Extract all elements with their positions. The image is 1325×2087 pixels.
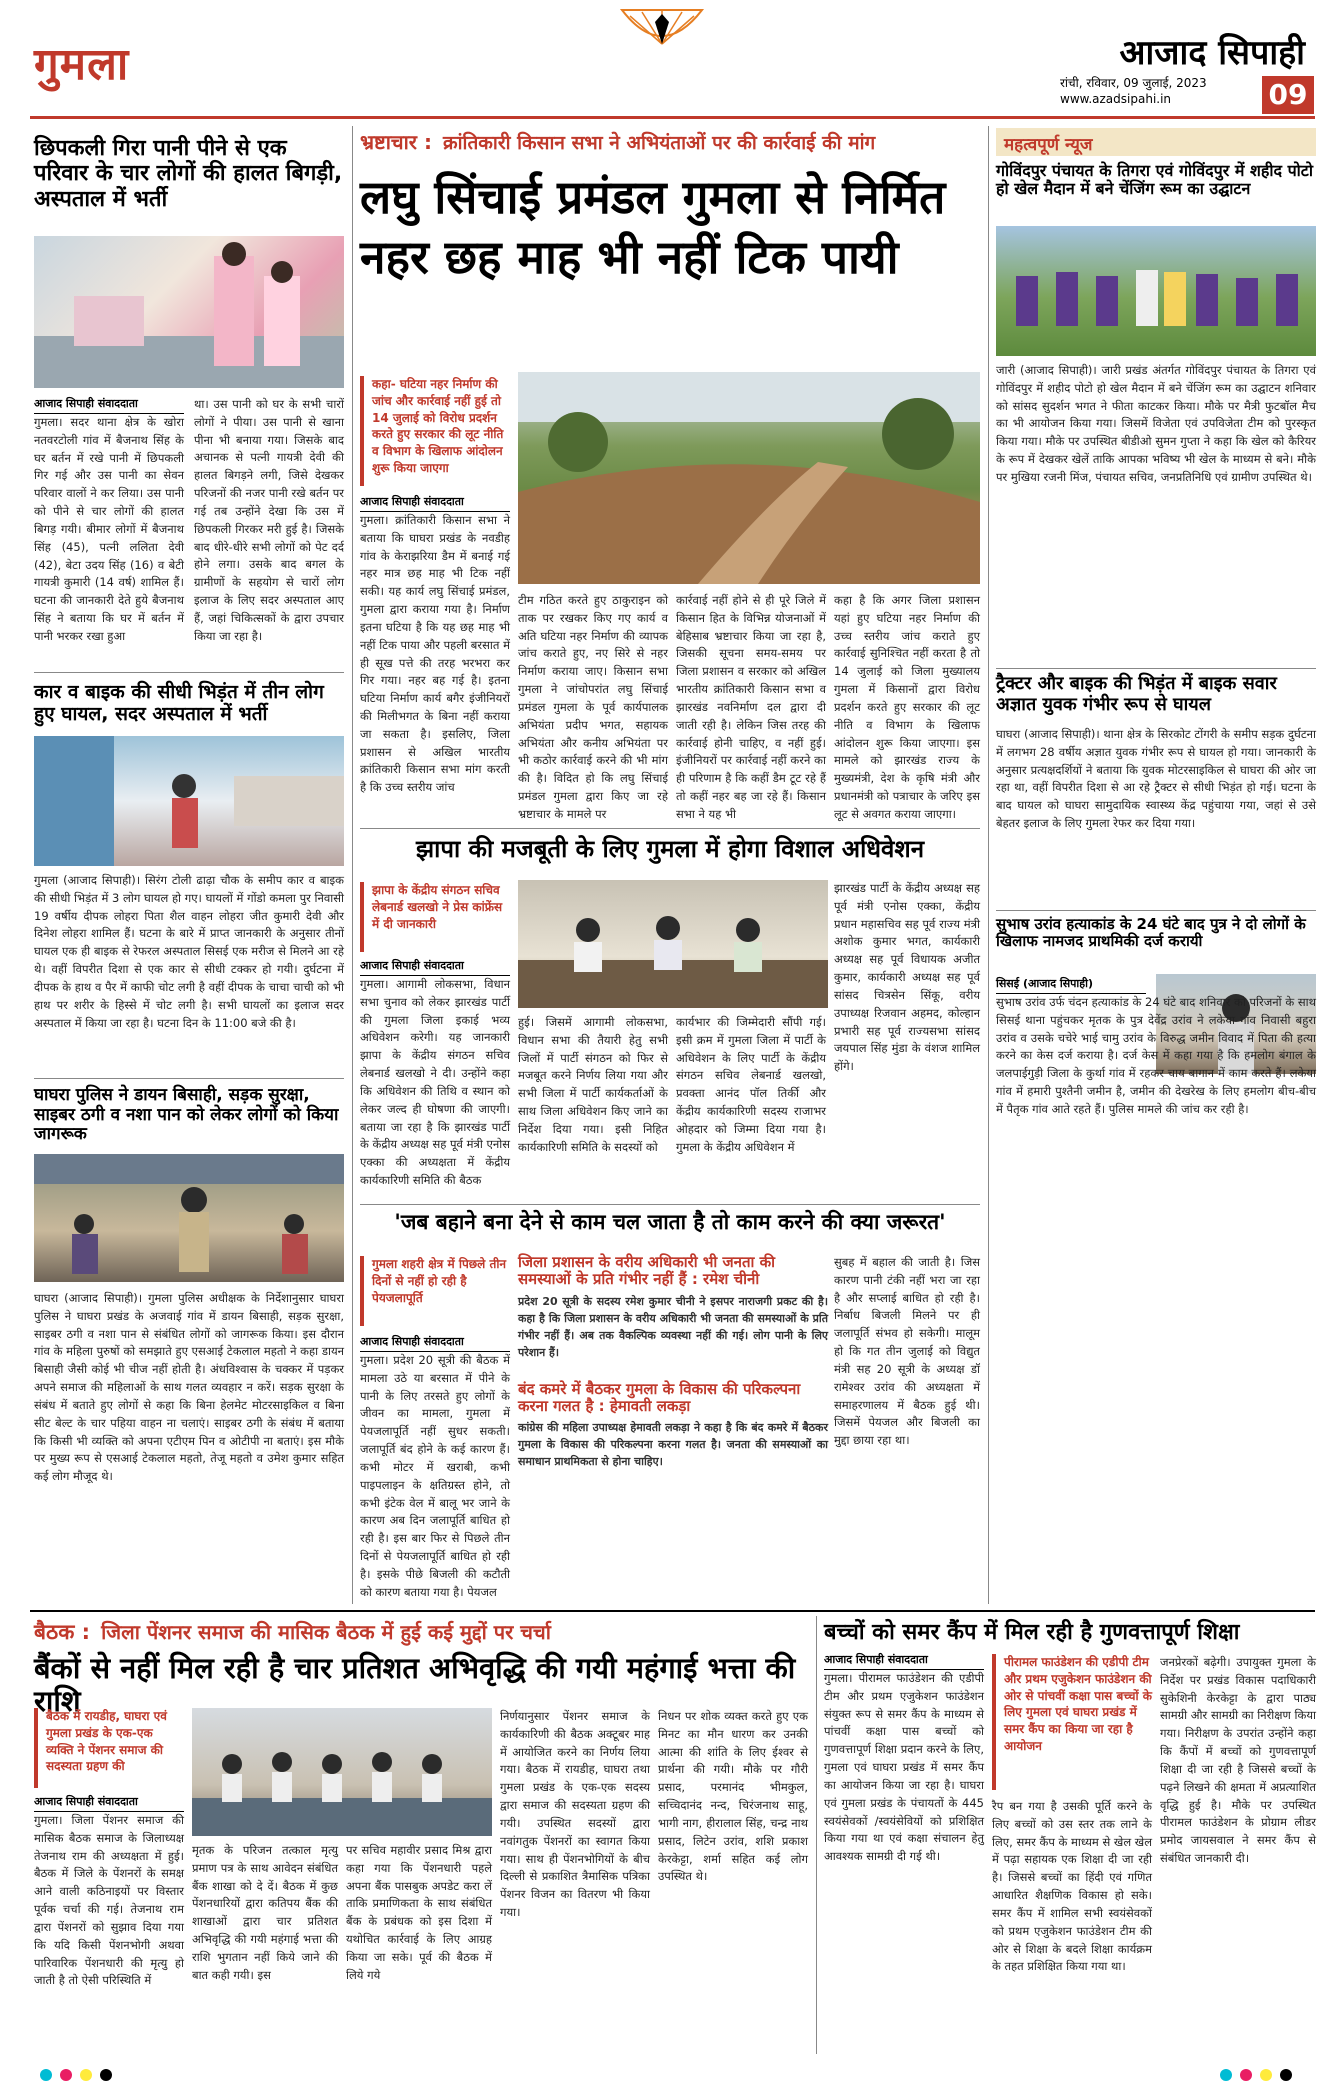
pension-photo-meeting [192,1708,492,1836]
website: www.azadsipahi.in [1060,92,1172,106]
bahane-body: गुमला। प्रदेश 20 सूत्री की बैठक में मामला उठे या बरसात में पीने के पानी के लिए तरसते हुए लोगों के जीवन का मामला, गुमला में पेयजलापूर्ति नहीं सुधर सकती। जलापूर्ति बंद होने के कई कारण हैं। कभी मोटर में खराबी, कभी पाइपलाइन के क्षतिग्रस्त होने, तो कभी इंटेक वेल में बालू भर जाने के कारण अब दिन जलापूर्ति बाधित हो रही है। इस बार फिर से पिछले तीन दिनों से पेयजलापूर्ति बाधित हो रही है। इसके पीछे बिजली की कटौती को कारण बताया गया है। पेयजल [360,1353,510,1599]
page-number: 09 [1262,76,1314,114]
dateline: रांची, रविवार, 09 जुलाई, 2023 [1060,76,1207,90]
bahane-box-body: प्रदेश 20 सूत्री के सदस्य रमेश कुमार चीनी ने इसपर नाराजगी प्रकट की है। कहा है कि जिला प्रशासन के वरीय अधिकारी भी जनता की समस्याओं के प्रति गंभीर नहीं हैं। अब तक वैकल्पिक व्यवस्था नहीं की गई। लोग पानी के लिए परेशान हैं। [518,1294,828,1359]
bahane-box2-title: बंद कमरे में बैठकर गुमला के विकास की परिकल्पना करना गलत है : हेमावती लकड़ा [518,1379,801,1415]
footer-color-marks-right [1220,2066,1320,2080]
pension-deck: जिला पेंशनर समाज की मासिक बैठक में हुई कई मुद्दों पर चर्चा [101,1620,551,1644]
pension-kicker-row [34,1618,794,1648]
section-title: गुमला [34,39,130,90]
bahane-box2-body: कांग्रेस की महिला उपाध्यक्ष हेमावती लकड़ा ने कहा है कि बंद कमरे में बैठकर गुमला के विकास की परिकल्पना करना गलत है। जनता की समस्याओं का समाधान प्राथमिकता से होना चाहिए। [518,1421,828,1469]
summer-pull-text: पीरामल फाउंडेशन की एडीपी टीम और प्रथम एजुकेशन फाउंडेशन की ओर से पांचवीं कक्षा पास बच्चों के लिए गुमला एवं घाघरा प्रखंड में समर कैंप का किया जा रहा है आयोजन [1004,1655,1152,1753]
jmm-col1: गुमला। आगामी लोकसभा, विधान सभा चुनाव को लेकर झारखंड पार्टी की गुमला जिला इकाई भव्य अधिवेशन करेगी। यह जानकारी झापा के केंद्रीय संगठन सचिव लेबनार्ड खलखो ने दी। उन्होंने कहा कि अधिवेशन की तिथि व स्थान को लेकर जल्द ही घोषणा की जाएगी। बताया जा रहा है कि झारखंड पार्टी के केंद्रीय अध्यक्ष सह पूर्व मंत्री एनोस एक्का की अध्यक्षता में केंद्रीय कार्यकारिणी समिति की बैठक [360,977,510,1187]
right-s2-body: घाघरा (आजाद सिपाही)। थाना क्षेत्र के सिरकोट टोंगरी के समीप सड़क दुर्घटना में लगभग 28 वर्षीय अज्ञात युवक गंभीर रूप से घायल हो गया। जानकारी के अनुसार प्रत्यक्षदर्शियों ने बताया कि युवक मोटरसाइकिल से घाघरा की ओर जा रहा था, वहीं विपरीत दिशा से आ रहे ट्रैक्टर से सीधी भिड़ंत हो गई। घटना के बाद घायल को घाघरा सामुदायिक स्वास्थ्य केंद्र पहुंचाया गया, जहां से उसे बेहतर इलाज के लिए गुमला रेफर कर दिया गया। [996,727,1316,831]
right-s3-byline: सिसई (आजाद सिपाही) [996,976,1146,994]
footer-dot [1280,2069,1292,2081]
divider [996,910,1316,911]
jmm-photo-press-conference [518,880,828,1008]
right-s1-body: जारी (आजाद सिपाही)। जारी प्रखंड अंतर्गत गोविंदपुर पंचायत के तिगरा एवं गोविंदपुर में शहीद पोटो हो खेल मैदान में बने चेंजिंग रूम का उद्घाटन शनिवार को सांसद सुदर्शन भगत ने फीता काटकर किया। मौके पर मैत्री फुटबॉल मैच का भी आयोजन किया गया। जिसमें विजेता एवं उपविजेता टीम को पुरस्कृत किया गया। मौके पर उपस्थित बीडीओ सुमन गुप्ता ने कहा कि खेल को कैरियर के रूप में देखकर खेलें ताकि आपका भविष्य भी खेल के माध्यम से बने। मौके पर मुखिया रजनी मिंज, पंचायत सचिव, जनप्रतिनिधि एवं ग्रामीण उपस्थित थे। [996,363,1316,484]
lead-col2: टीम गठित करते हुए ठाकुराइन को ताक पर रखकर किए गए कार्य व अति घटिया नहर निर्माण की व्यापक जांच कराते हुए, नए सिरे से नहर निर्माण कराया जाए। किसान सभा गुमला ने जांचोपरांत लघु सिंचाई प्रमंडल गुमला के पूर्व कार्यपालक अभियंता प्रदीप भगत, सहायक अभियंता और कनीय अभियंता पर भी कठोर कार्रवाई करने की भी मांग की है। विदित हो कि लघु सिंचाई प्रमंडल गुमला द्वारा किए जा रहे भ्रष्टाचार के मामले पर [518,593,668,821]
pension-col3: पर सचिव महावीर प्रसाद मिश्र द्वारा कहा गया कि पेंशनधारी पहले अपना बैंक पासबुक अपडेट करा लें ताकि प्रमाणिकता के साथ संबंधित बैंक के प्रबंधक को इस दिशा में यथोचित कार्रवाई के लिए आग्रह किया जा सके। पूर्व की बैठक में लिये गये [346,1843,492,1982]
jmm-pull-quote [360,882,510,952]
masthead [0,0,1325,118]
jmm-col4: झारखंड पार्टी के केंद्रीय अध्यक्ष सह पूर्व मंत्री एनोस एक्का, केंद्रीय प्रधान महासचिव सह पूर्व राज्य मंत्री अशोक कुमार भगत, कार्यकारी अध्यक्ष सह पूर्व विधायक अजीत कुमार, कार्यकारी अध्यक्ष सह पूर्व सांसद चित्रसेन सिंकू, वरीय उपाध्यक्ष रिजवान अहमद, कोल्हान प्रभारी सह पूर्व राज्यसभा सांसद जयपाल सिंह मुंडा के वंशज शामिल होंगे। [834,881,980,1074]
summer-byline: आजाद सिपाही संवाददाता [824,1652,984,1670]
right-s3-body: सुभाष उरांव उर्फ चंदन हत्याकांड के 24 घंटे बाद शनिवार को परिजनों के साथ सिसई थाना पहुंचकर मृतक के पुत्र देवेंद्र उरांव ने लकेया गांव निवासी बहुरा उरांव व उसके चचेरे भाई चामु उरांव के विरुद्ध जमीन विवाद में पिता की हत्या करने का केस दर्ज कराया है। दर्ज केस में कहा गया है कि हमलोग बंगाल के जलपाईगुड़ी जिला के कुर्था गांव में रहकर चाय बागान में काम करते हैं। लकेया गांव में हमारी पुश्तैनी जमीन है, जमीन की देखरेख के लिए हमलोग बीच-बीच में पैतृक गांव आते रहते हैं। पुलिस मामले की जांच कर रही है। [996,995,1316,1116]
lead-pull-text: कहा- घटिया नहर निर्माण की जांच और कार्रवाई नहीं हुई तो 14 जुलाई को विरोध प्रदर्शन करते हुए सरकार की लूट नीति व विभाग के खिलाफ आंदोलन शुरू किया जाएगा [372,377,504,475]
lead-col1: गुमला। क्रांतिकारी किसान सभा ने बताया कि घाघरा प्रखंड के नवडीह गांव के केराझरिया डैम में बनाई गई नहर मात्र छह माह भी टिक नहीं सकी। यह कार्य लघु सिंचाई प्रमंडल, गुमला द्वारा कराया गया है। निर्माण इतना घटिया है कि यह छह माह भी नहीं टिक पाया और पहली बरसात में ही सूख पत्ते की तरह भरभरा कर गिर गया। नहर बह गई है। इतना घटिया निर्माण कार्य बगैर इंजीनियरों की मिलीभगत के बिना नहीं कराया जा सकता है। इसलिए, जिला प्रशासन से अखिल भारतीय क्रांतिकारी किसान सभा मांग करती है कि उच्च स्तरीय जांच [360,513,510,795]
divider [34,672,344,673]
story2-photo [34,736,344,866]
story2-body: गुमला (आजाद सिपाही)। सिरंग टोली ढाढ़ा चौक के समीप कार व बाइक की सीधी भिड़ंत में 3 लोग घायल हो गए। घायलों में गोंडो कमला पुर निवासी 19 वर्षीय दीपक लोहरा पिता शैल वाहन लोहरा जीत कुमारी देवी और दिनेश लोहरा शामिल हैं। घटना के बारे में प्राप्त जानकारी के अनुसार तीनों घायल एक ही बाइक से रेफरल अस्पताल सिसई एक मरीज से मिलने आ रहे थे। वहीं विपरीत दिशा से एक कार से सीधी टक्कर हो गयी। दुर्घटना में दीपक के हाथ व पैर में काफी चोट लगी है वहीं दीपक के चाचा चाची को भी हाथ पर शरीर के हिस्से में चोट लगी है। सभी घायलों का इलाज सदर अस्पताल में किया जा रहा है। घटना दिन के 11:00 बजे की है। [34,873,344,1030]
pension-headline: बैंकों से नहीं मिल रही है चार प्रतिशत अभिवृद्धि की गयी महंगाई भत्ता की राशि [34,1651,796,1719]
lead-pull-quote [360,376,510,486]
story1-byline: आजाद सिपाही संवाददाता [34,396,184,414]
footer-dot [100,2069,112,2081]
divider [360,828,980,829]
footer-dot [80,2069,92,2081]
bahane-box-title: जिला प्रशासन के वरीय अधिकारी भी जनता की समस्याओं के प्रति गंभीर नहीं हैं : रमेश चीनी [518,1253,776,1289]
lead-kicker-row [360,128,980,158]
lead-kicker: भ्रष्टाचार : [360,130,432,154]
pension-kicker: बैठक : [34,1620,91,1644]
footer-dot [1220,2069,1232,2081]
summer-pull-quote [992,1654,1152,1790]
pension-pull-text: बैठक में रायडीह, घाघरा एवं गुमला प्रखंड के एक-एक व्यक्ति ने पेंशनर समाज की सदस्यता ग्रहण की [46,1709,167,1774]
summer-col2: रैप बन गया है उसकी पूर्ति करने के लिए बच्चों को उस स्तर तक लाने के लिए, समर कैंप के माध्यम से खेल खेल में पढ़ा सहायक एक शिक्षा दी जा रही है। जिससे बच्चों का हिंदी एवं गणित आधारित शैक्षणिक विकास हो सके। समर कैंप में शामिल सभी स्वयंसेवकों को प्रथम एजुकेशन फाउंडेशन टीम की ओर से शिक्षा के बदले शिक्षा कार्यक्रम के तहत प्रशिक्षित किया गया था। [992,1799,1152,1974]
jmm-byline: आजाद सिपाही संवाददाता [360,958,510,976]
pension-col1: गुमला। जिला पेंशनर समाज की मासिक बैठक समाज के जिलाध्यक्ष तेजनाथ राम की अध्यक्षता में हुई। बैठक में जिले के पेंशनरों के समक्ष आने वाली कठिनाइयों पर विस्तार पूर्वक चर्चा की गई। तेजनाथ राम द्वारा पेंशनरों को सुझाव दिया गया कि यदि किसी पेंशनभोगी अथवा पारिवारिक पेंशनधारी की मृत्यु हो जाती है तो ऐसी परिस्थिति में [34,1813,184,1988]
lead-col3: कार्रवाई नहीं होने से ही पूरे जिले में किसान हित के विभिन्न योजनाओं में बेहिसाब भ्रष्टाचार किया जा रहा है, जिसकी सूचना समय-समय पर जिला प्रशासन व सरकार को अखिल भारतीय क्रांतिकारी किसान सभा व झारखंड नवनिर्माण दल द्वारा दी जाती रही है। लेकिन जिस तरह की कार्रवाई होनी चाहिए, व नहीं हुई। इंजीनियरों पर कार्रवाई नहीं करने का ही परिणाम है कि कहीं डैम टूट रहे हैं तो कहीं नहर बह जा रहे हैं। किसान सभा ने यह भी [676,593,826,821]
summer-headline: बच्चों को समर कैंप में मिल रही है गुणवत्तापूर्ण शिक्षा [824,1620,1240,1645]
footer-color-marks [40,2066,160,2080]
jmm-col2: हुई। जिसमें आगामी लोकसभा, विधान सभा की तैयारी हेतु सभी जिलों में पार्टी संगठन को फिर से मजबूत करने निर्णय लिया गया और सभी जिला में पार्टी कार्यकर्ताओं के साथ जिला अधिवेशन किए जाने का निर्देश दिया गया। इसी निहित कार्यकारिणी समिति के सदस्यों को [518,1015,668,1154]
story1-photo [34,236,344,388]
jmm-headline: झापा की मजबूती के लिए गुमला में होगा विशाल अधिवेशन [415,835,925,863]
column-rule [816,1616,817,2054]
jmm-pull-text: झापा के केंद्रीय संगठन सचिव लेबनार्ड खलखो ने प्रेस कांफ्रेंस में दी जानकारी [372,883,503,931]
pension-pull-quote [34,1708,184,1788]
bahane-pull-quote [360,1256,510,1326]
divider [360,1204,980,1205]
summer-col3: जनप्रेरकों बढ़ेगी। उपायुक्त गुमला के निर्देश पर प्रखंड विकास पदाधिकारी सुकेशिनी केरकेट्टा के द्वारा पाठ्य सामग्री और सामग्री का निरीक्षण किया गया। निरीक्षण के उपरांत उन्होंने कहा कि कैंपों में बच्चों को गुणवत्तापूर्ण शिक्षा दी जा रही है जिससे बच्चों के पढ़ने लिखने की क्षमता में अप्रत्याशित वृद्धि हुई है। मौके पर उपस्थित पीरामल फाउंडेशन के प्रोग्राम लीडर प्रमोद जायसवाल ने समर कैंप से संबंधित जानकारी दी। [1160,1655,1316,1865]
story3-headline: घाघरा पुलिस ने डायन बिसाही, सड़क सुरक्षा, साइबर ठगी व नशा पान को लेकर लोगों को किया जागरूक [34,1085,339,1145]
pen-nib-emblem-icon [612,4,712,62]
story1-col2: था। उस पानी को घर के सभी चारों लोगों ने पीया। उस पानी से खाना पीना भी बनाया गया। जिसके बाद अचानक से पत्नी गायत्री देवी की हालत बिगड़ने लगी, जिसे देखकर परिजनों की नजर पानी रखे बर्तन पर गई तब उन्होंने देखा कि उस में छिपकली गिरकर मरी हुई है। जिसके बाद धीरे-धीरे सभी लोगों को पेट दर्द होने लगा। उसके बाद बगल के ग्रामीणों के सहयोग से चारों लोग इलाज के लिए सदर अस्पताल आए हैं, जहां चिकित्सकों के द्वारा उपचार किया जा रहा है। [194,397,344,643]
story3-photo [34,1154,344,1282]
right-s1-headline: गोविंदपुर पंचायत के तिगरा एवं गोविंदपुर में शहीद पोटो हो खेल मैदान में बने चेंजिंग रूम का उद्घाटन [996,161,1314,199]
right-s3-headline: सुभाष उरांव हत्याकांड के 24 घंटे बाद पुत्र ने दो लोगों के खिलाफ नामजद प्राथमिकी दर्ज करायी [996,915,1306,951]
lead-byline: आजाद सिपाही संवाददाता [360,494,510,512]
masthead-rule [30,116,1315,119]
pension-col4: निर्णयानुसार पेंशनर समाज के कार्यकारिणी की बैठक अक्टूबर माह में आयोजित करने का निर्णय लिया गया। बैठक में रायडीह, घाघरा तथा गुमला प्रखंड के एक-एक सदस्य द्वारा समाज की सदस्यता ग्रहण की गयी। उपस्थित सदस्यों द्वारा नवांगतुक पेंशनरों का स्वागत किया गया। साथ ही पेंशनभोगियों के बीच दिल्ली से प्रकाशित त्रैमासिक पत्रिका पेंशनर विजन का वितरण भी किया गया। [500,1709,650,1919]
bahane-byline: आजाद सिपाही संवाददाता [360,1334,510,1352]
jmm-col3: कार्यभार की जिम्मेदारी सौंपी गई। इसी क्रम में गुमला जिला में पार्टी के अधिवेशन के लिए पार्टी के केंद्रीय संगठन सचिव लेबनार्ड खलखो, प्रवक्ता आनंद पॉल तिर्की और केंद्रीय कार्यकारिणी सदस्य राजाभर ओहदार को जिम्मा दिया गया है। गुमला के केंद्रीय अधिवेशन में [676,1015,826,1154]
story3-body: घाघरा (आजाद सिपाही)। गुमला पुलिस अधीक्षक के निर्देशानुसार घाघरा पुलिस ने घाघरा प्रखंड के अजवाई गांव में डायन बिसाही, सड़क सुरक्षा, साइबर ठगी व नशा पान से संबंधित लोगों को जागरूक किया। इस दौरान गांव के महिला पुरुषों को समझाते हुए एसआई टेकलाल महतो ने कहा डायन बिसाही जैसी कोई भी चीज नहीं होती है। अंधविश्वास के चक्कर में पड़कर अपने समाज की महिलाओं के साथ गलत व्यवहार न करें। सड़क सुरक्षा के संबंध में बताते हुए लोगों से कहा कि बिना हेलमेट मोटरसाइकिल व बिना सीट बेल्ट के चार पहिया वाहन ना चलाएं। साइबर ठगी के संबंध में बताया कि किसी भी व्यक्ति को अपना एटीएम पिन व ओटीपी ना बताएं। इस मौके पर मुख्य रूप से एसआई टेकलाल महतो, तेजू महतो व उमेश कुमार सहित कई लोग मौजूद थे। [34,1291,344,1484]
story1-col1: गुमला। सदर थाना क्षेत्र के खोरा नतवरटोली गांव में बैजनाथ सिंह के घर बर्तन में रखे पानी में छिपकली गिर गई और उस पानी का सेवन परिवार वालों ने कर लिया। उस पानी को पीने से चार लोगों की हालत बिगड़ गयी। बीमार लोगों में बैजनाथ सिंह (45), पत्नी ललिता देवी (42), बेटा उदय सिंह (16) व बेटी गायत्री कुमारी (14 वर्ष) शामिल हैं। घटना की जानकारी देते हुये बैजनाथ सिंह ने बताया कि घर में बर्तन में पानी भरकर रखा हुआ [34,415,184,643]
footer-dot [1240,2069,1252,2081]
divider [996,668,1316,669]
footer-dot [40,2069,52,2081]
divider [34,1078,344,1079]
important-news-label: महत्वपूर्ण न्यूज [996,128,1316,156]
paper-name: आजाद सिपाही [1119,33,1305,73]
bahane-headline: 'जब बहाने बना देने से काम चल जाता है तो काम करने की क्या जरूरत' [394,1210,946,1234]
story1-headline: छिपकली गिरा पानी पीने से एक परिवार के चार लोगों की हालत बिगड़ी, अस्पताल में भर्ती [34,136,343,212]
lead-col4: कहा है कि अगर जिला प्रशासन यहां हुए घटिया नहर निर्माण की उच्च स्तरीय जांच कराते हुए कार्रवाई सुनिश्चित नहीं करता है तो 14 जुलाई को जिला मुख्यालय गुमला में किसानों द्वारा विरोध प्रदर्शन करते हुए सरकार की लूट नीति व विभाग के खिलाफ आंदोलन शुरू किया जाएगा। इस मामले को झारखंड राज्य के मुख्यमंत्री, देश के कृषि मंत्री और प्रधानमंत्री को पत्राचार के जरिए इस लूट से अवगत कराया जाएगा। [834,593,980,821]
story2-headline: कार व बाइक की सीधी भिड़ंत में तीन लोग हुए घायल, सदर अस्पताल में भर्ती [34,681,324,725]
lead-deck: क्रांतिकारी किसान सभा ने अभियंताओं पर की कार्रवाई की मांग [443,132,876,154]
summer-col1: गुमला। पीरामल फाउंडेशन की एडीपी टीम और प्रथम एजुकेशन फाउंडेशन संयुक्त रूप से समर कैंप के माध्यम से पांचवीं कक्षा पास बच्चों को गुणवत्तापूर्ण शिक्षा प्रदान करने के लिए, गुमला एवं घाघरा प्रखंड में समर कैंप का आयोजन किया जा रहा है। घाघरा एवं गुमला प्रखंड के पंचायतों के 445 स्वयंसेवकों /स्वयंसेवियों को प्रशिक्षित किया गया था एवं कक्षा संचालन हेतु आवश्यक सामग्री दी गई थी। [824,1671,984,1864]
bottom-section-rule [30,1610,1315,1612]
lead-photo-canal [518,372,980,584]
bahane-col-right: सुबह में बहाल की जाती है। जिस कारण पानी टंकी नहीं भरा जा रहा है और सप्लाई बाधित हो रही है। निर्बाध बिजली मिलने पर ही जलापूर्ति संभव हो सकेगी। मालूम हो कि गत तीन जुलाई को विद्युत मंत्री सह 20 सूत्री के अध्यक्ष डॉ रामेश्वर उरांव की अध्यक्षता में समाहरणालय में बैठक हुई थी। जिसमें पेयजल और बिजली का मुद्दा छाया रहा था। [834,1255,980,1448]
footer-dot [1260,2069,1272,2081]
footer-dot [60,2069,72,2081]
pension-col2: मृतक के परिजन तत्काल मृत्यु प्रमाण पत्र के साथ आवेदन संबंधित बैंक शाखा को दे दें। बैठक में कुछ पेंशनधारियों द्वारा कतिपय बैंक की शाखाओं द्वारा चार प्रतिशत अभिवृद्धि की गयी महंगाई भत्ता की राशि भुगतान नहीं किये जाने की बात कही गयी। इस [192,1843,338,1982]
column-rule [988,126,989,1604]
right-s1-photo-football [996,226,1316,356]
column-rule [352,126,353,1604]
bahane-box [518,1254,828,1602]
pension-col5: निधन पर शोक व्यक्त करते हुए एक मिनट का मौन धारण कर उनकी आत्मा की शांति के लिए ईश्वर से प्रार्थना की गयी। मौके पर गौरी प्रसाद, परमानंद भीमकुल, सच्चिदानंद नन्द, चिरंजनाथ साहू, भागी नाग, हीरालाल सिंह, चन्द्र नाथ प्रसाद, लिटेन उरांव, शशि प्रकाश केरकेट्टा, शर्मा सहित कई लोग उपस्थित थे। [658,1709,808,1884]
right-s2-headline: ट्रैक्टर और बाइक की भिड़ंत में बाइक सवार अज्ञात युवक गंभीर रूप से घायल [996,673,1277,715]
lead-headline: लघु सिंचाई प्रमंडल गुमला से निर्मित नहर छह माह भी नहीं टिक पायी [360,170,946,284]
pension-byline: आजाद सिपाही संवाददाता [34,1794,184,1812]
bahane-pull-text: गुमला शहरी क्षेत्र में पिछले तीन दिनों से नहीं हो रही है पेयजलापूर्ति [372,1257,507,1305]
